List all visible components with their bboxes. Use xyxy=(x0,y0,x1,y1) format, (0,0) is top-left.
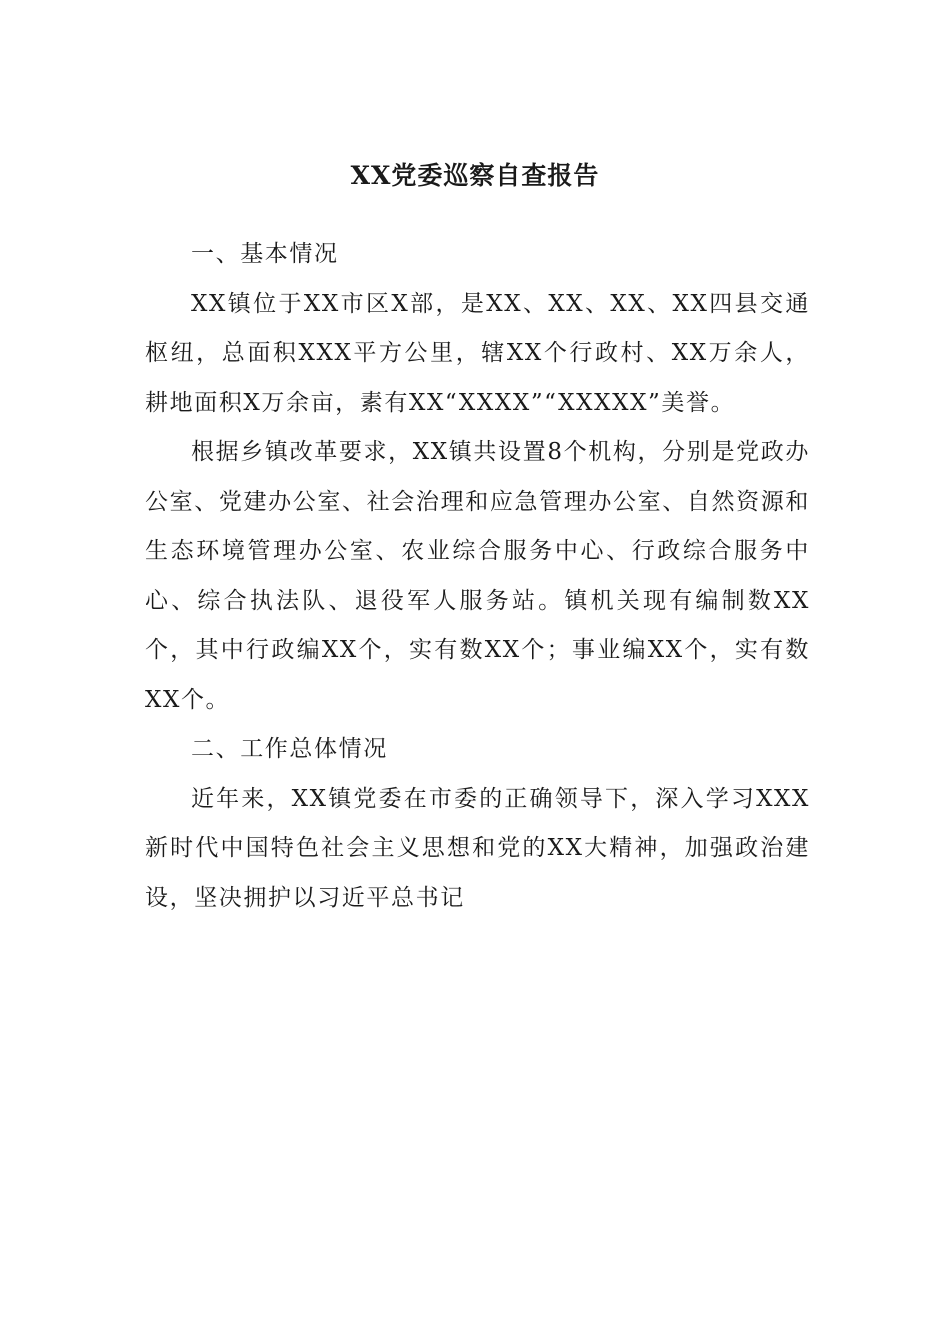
document-title: XX党委巡察自查报告 xyxy=(350,161,600,190)
section-heading-basic: 一、基本情况 xyxy=(191,241,339,267)
document-body xyxy=(145,230,810,923)
paragraph-town-overview: XX镇位于XX市区X部，是XX、XX、XX、XX四县交通枢纽，总面积XXX平方公里，辖XX个行政村、XX万余人，耕地面积X万余亩，素有XX“XXXX”“XXXXX”美誉。 xyxy=(145,290,810,416)
paragraph-work-overview: 近年来，XX镇党委在市委的正确领导下，深入学习XXX新时代中国特色社会主义思想和党的XX大精神，加强政治建设，坚决拥护以习近平总书记 xyxy=(145,785,810,911)
section-heading-work: 二、工作总体情况 xyxy=(191,736,388,762)
paragraph-institutions: 根据乡镇改革要求，XX镇共设置8个机构，分别是党政办公室、党建办公室、社会治理和应急管理办公室、自然资源和生态环境管理办公室、农业综合服务中心、行政综合服务中心、综合执法队、退役军人服务站。镇机关现有编制数XX个，其中行政编XX个，实有数XX个；事业编XX个，实有数XX个。 xyxy=(145,439,810,713)
